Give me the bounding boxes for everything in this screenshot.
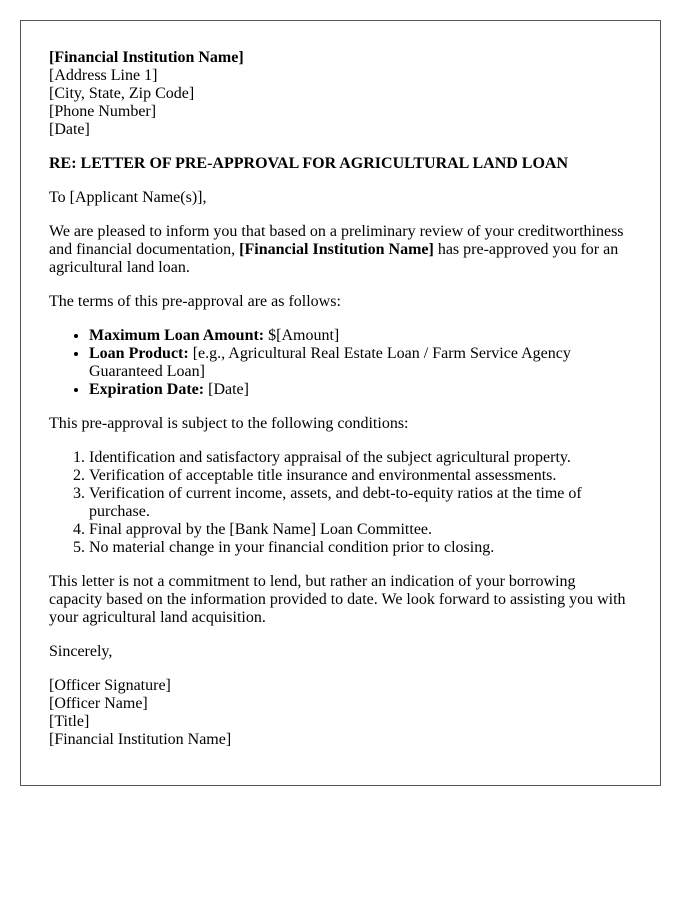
signature-block xyxy=(49,677,632,749)
signoff: Sincerely, xyxy=(49,643,113,660)
terms-list xyxy=(49,327,632,399)
officer-signature: [Officer Signature] xyxy=(49,677,171,694)
signature-institution: [Financial Institution Name] xyxy=(49,731,232,748)
intro-institution: [Financial Institution Name] xyxy=(239,241,434,258)
term-label: Loan Product: xyxy=(89,345,189,362)
terms-intro: The terms of this pre-approval are as follows: xyxy=(49,293,341,310)
term-value: [e.g., Agricultural Real Estate Loan / Farm Service Agency Guaranteed Loan] xyxy=(89,345,571,380)
closing-paragraph: This letter is not a commitment to lend, but rather an indication of your borrowing capacity based on the information provided to date. We look forward to assisting you with your agricultural land acquisition. xyxy=(49,573,626,626)
term-item xyxy=(89,345,632,381)
term-value: [Date] xyxy=(204,381,249,398)
phone-number: [Phone Number] xyxy=(49,103,157,120)
condition-item: 2. Verification of acceptable title insurance and environmental assessments. xyxy=(89,467,632,485)
address-line: [Address Line 1] xyxy=(49,67,158,84)
term-label: Expiration Date: xyxy=(89,381,205,398)
institution-name: [Financial Institution Name] xyxy=(49,49,244,66)
letter xyxy=(20,20,661,786)
condition-item: 5. No material change in your financial condition prior to closing. xyxy=(89,539,632,557)
salutation: To [Applicant Name(s)], xyxy=(49,189,207,206)
letterhead xyxy=(49,49,632,139)
city-state-zip: [City, State, Zip Code] xyxy=(49,85,195,102)
conditions-list xyxy=(49,449,632,557)
conditions-intro: This pre-approval is subject to the following conditions: xyxy=(49,415,409,432)
officer-name: [Officer Name] xyxy=(49,695,148,712)
condition-item: 1. Identification and satisfactory appraisal of the subject agricultural property. xyxy=(89,449,632,467)
term-value: $[Amount] xyxy=(264,327,340,344)
condition-item: 3. Verification of current income, assets, and debt-to-equity ratios at the time of purchase. xyxy=(89,485,632,521)
term-item xyxy=(89,381,632,399)
officer-title: [Title] xyxy=(49,713,90,730)
term-label: Maximum Loan Amount: xyxy=(89,327,265,344)
intro-paragraph xyxy=(49,223,632,277)
intro-text-end: has pre-approved you for an agricultural land loan. xyxy=(49,241,619,276)
condition-item: 4. Final approval by the [Bank Name] Loan Committee. xyxy=(89,521,632,539)
term-item xyxy=(89,327,632,345)
letter-date: [Date] xyxy=(49,121,90,138)
intro-text: We are pleased to inform you that based on a preliminary review of your creditworthiness and financial documentation, xyxy=(49,223,624,258)
subject-line: RE: LETTER OF PRE-APPROVAL FOR AGRICULTURAL LAND LOAN xyxy=(49,155,569,172)
